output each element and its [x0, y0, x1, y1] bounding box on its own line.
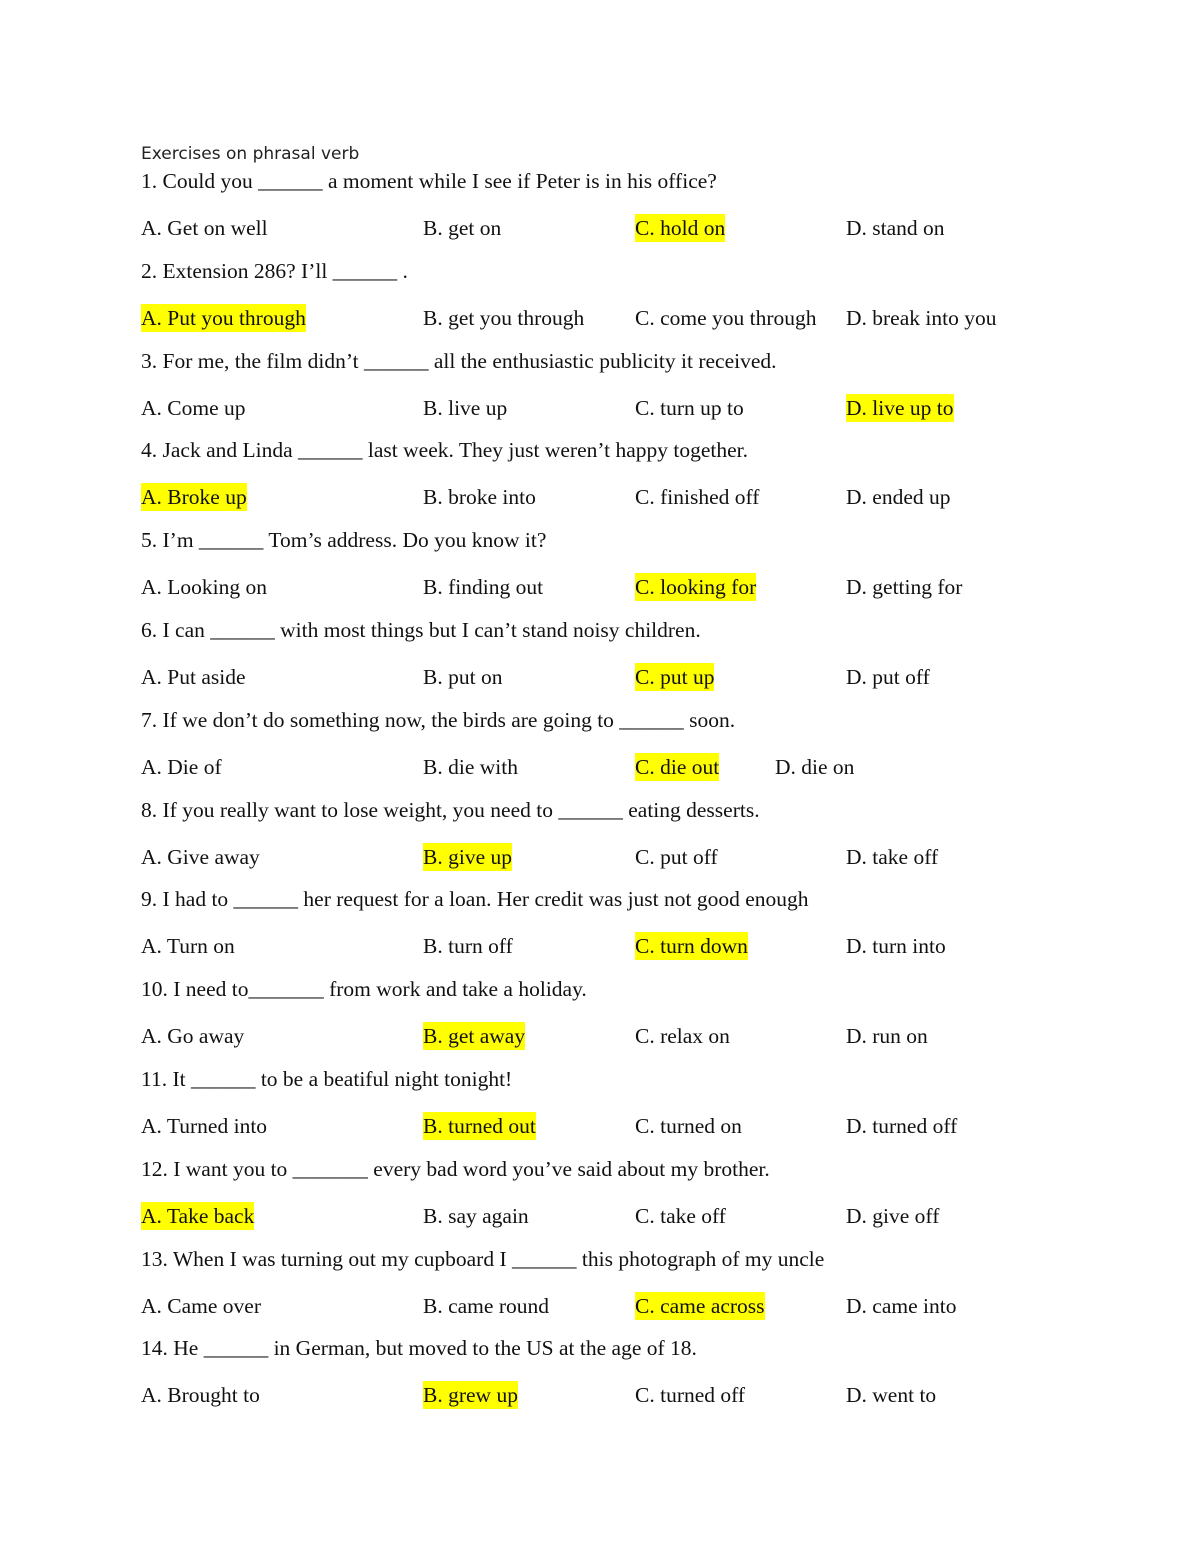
answer-option: D. turn into	[846, 934, 946, 959]
options-row	[0, 843, 1200, 873]
answer-option: B. live up	[423, 395, 508, 420]
question-text: 10. I need to_______ from work and take a holiday.	[141, 977, 587, 1002]
answer-option: A. Put aside	[141, 665, 246, 689]
options-row	[0, 932, 1200, 962]
answer-option-highlighted: C. turn down	[635, 934, 748, 959]
answer-option: B. get you through	[423, 305, 585, 330]
options-row	[0, 1381, 1200, 1411]
answer-option: D. break into you	[846, 305, 997, 330]
answer-option: C. take off	[635, 1203, 726, 1228]
answer-option: D. went to	[846, 1383, 937, 1408]
answer-option: B. die with	[423, 754, 518, 779]
question-text: 13. When I was turning out my cupboard I ______ this photograph of my uncle	[141, 1246, 825, 1271]
answer-option: D. take off	[846, 844, 939, 869]
answer-option: B. turn off	[423, 934, 513, 959]
question-text: 6. I can ______ with most things but I can’t stand noisy children.	[141, 618, 701, 642]
question-text: 7. If we don’t do something now, the birds are going to ______ soon.	[141, 707, 736, 732]
answer-option: C. come you through	[635, 305, 817, 330]
answer-option: C. put off	[635, 844, 718, 869]
options-row	[0, 753, 1200, 783]
answer-option: A. Brought to	[141, 1383, 260, 1408]
answer-option-highlighted: D. live up to	[846, 395, 954, 420]
answer-option-highlighted: B. grew up	[423, 1383, 518, 1408]
answer-option-highlighted: C. looking for	[635, 575, 757, 600]
question-row	[0, 169, 1200, 199]
answer-option: A. Get on well	[141, 216, 268, 240]
question-row	[0, 1336, 1200, 1366]
answer-option: A. Give away	[141, 844, 260, 869]
question-row	[0, 977, 1200, 1007]
options-row	[0, 483, 1200, 513]
answer-option-highlighted: B. get away	[423, 1024, 526, 1049]
answer-option: B. put on	[423, 665, 503, 689]
answer-option-highlighted: C. die out	[635, 754, 720, 779]
options-row	[0, 1112, 1200, 1142]
answer-option: D. getting for	[846, 575, 963, 600]
options-row	[0, 214, 1200, 244]
answer-option-highlighted: B. turned out	[423, 1114, 536, 1138]
question-text: 9. I had to ______ her request for a loan. Her credit was just not good enough	[141, 887, 809, 912]
question-row	[0, 1157, 1200, 1187]
answer-option: A. Turned into	[141, 1114, 268, 1138]
answer-option: A. Go away	[141, 1024, 245, 1049]
question-row	[0, 528, 1200, 558]
answer-option: A. Die of	[141, 754, 222, 779]
answer-option: B. get on	[423, 216, 502, 240]
answer-option-highlighted: C. put up	[635, 665, 715, 689]
answer-option: A. Looking on	[141, 575, 268, 600]
answer-option: C. finished off	[635, 485, 760, 510]
answer-option: D. die on	[775, 754, 855, 779]
answer-option: B. came round	[423, 1293, 549, 1318]
answer-option: C. turned on	[635, 1114, 742, 1138]
question-row	[0, 438, 1200, 468]
answer-option: B. say again	[423, 1203, 529, 1228]
options-row	[0, 1292, 1200, 1322]
options-row	[0, 394, 1200, 424]
answer-option-highlighted: A. Put you through	[141, 305, 306, 330]
answer-option: B. broke into	[423, 485, 536, 510]
answer-option: D. put off	[846, 665, 930, 689]
answer-option-highlighted: A. Broke up	[141, 485, 247, 510]
question-text: 12. I want you to _______ every bad word you’ve said about my brother.	[141, 1156, 770, 1181]
answer-option-highlighted: B. give up	[423, 844, 512, 869]
question-text: 8. If you really want to lose weight, you need to ______ eating desserts.	[141, 797, 760, 822]
question-row	[0, 349, 1200, 379]
answer-option: D. turned off	[846, 1114, 958, 1138]
options-row	[0, 304, 1200, 334]
question-text: 5. I’m ______ Tom’s address. Do you know it?	[141, 528, 547, 553]
answer-option: D. came into	[846, 1293, 957, 1318]
answer-option: A. Came over	[141, 1293, 262, 1318]
options-row	[0, 573, 1200, 603]
question-row	[0, 618, 1200, 648]
options-row	[0, 1022, 1200, 1052]
answer-option-highlighted: C. came across	[635, 1293, 765, 1318]
answer-option: B. finding out	[423, 575, 544, 600]
answer-option: C. turned off	[635, 1383, 746, 1408]
answer-option-highlighted: C. hold on	[635, 216, 726, 240]
answer-option: D. stand on	[846, 216, 945, 240]
question-text: 14. He ______ in German, but moved to the US at the age of 18.	[141, 1336, 697, 1361]
question-text: 11. It ______ to be a beatiful night tonight!	[141, 1067, 513, 1091]
answer-option: A. Turn on	[141, 934, 235, 959]
answer-option: D. give off	[846, 1203, 940, 1228]
question-row	[0, 259, 1200, 289]
page-title: Exercises on phrasal verb	[141, 144, 360, 164]
question-row	[0, 887, 1200, 917]
question-text: 3. For me, the film didn’t ______ all the enthusiastic publicity it received.	[141, 348, 777, 373]
answer-option-highlighted: A. Take back	[141, 1203, 255, 1228]
question-row	[0, 1067, 1200, 1097]
options-row	[0, 1202, 1200, 1232]
question-row	[0, 708, 1200, 738]
question-text: 4. Jack and Linda ______ last week. They just weren’t happy together.	[141, 438, 749, 463]
question-row	[0, 1247, 1200, 1277]
answer-option: C. relax on	[635, 1024, 730, 1049]
question-text: 1. Could you ______ a moment while I see if Peter is in his office?	[141, 169, 717, 193]
question-text: 2. Extension 286? I’ll ______ .	[141, 258, 408, 283]
question-row	[0, 798, 1200, 828]
options-row	[0, 663, 1200, 693]
answer-option: D. run on	[846, 1024, 928, 1049]
answer-option: A. Come up	[141, 395, 246, 420]
answer-option: C. turn up to	[635, 395, 744, 420]
answer-option: D. ended up	[846, 485, 951, 510]
